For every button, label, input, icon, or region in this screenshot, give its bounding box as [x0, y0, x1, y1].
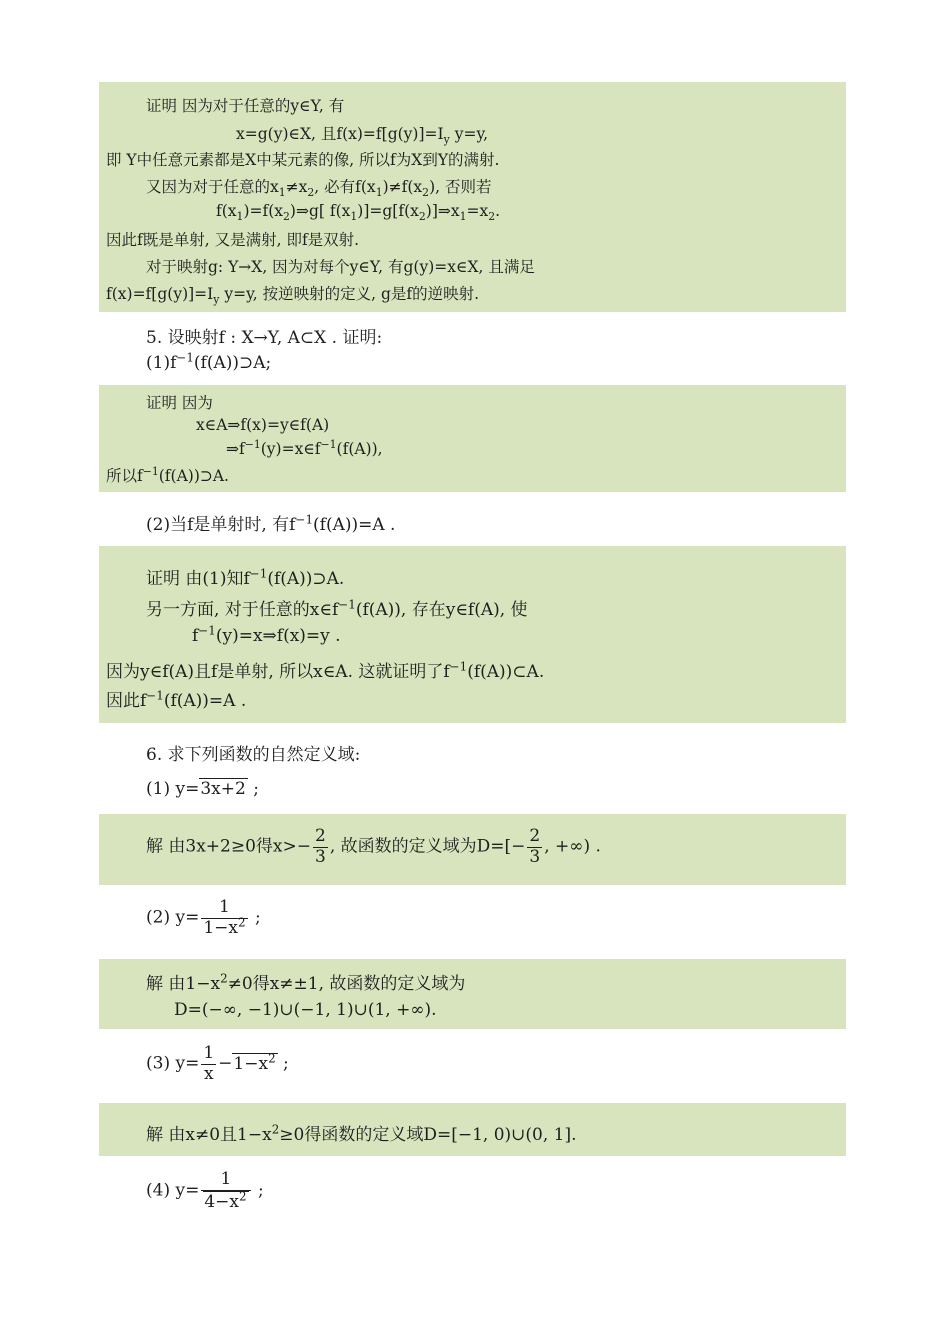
question-6-part-3: (3) y= $\frac{1}{x}$ $-1-x^2$ ; — [146, 1043, 289, 1084]
proof-line: 即 Y中任意元素都是X中某元素的像, 所以f为X到Y的满射. — [106, 151, 500, 169]
proof-line: 所以$f^{-1}(f(A))⊃A$. — [106, 464, 229, 485]
proof-line: $f(x)=f[g(y)]=I_y$ y=y, 按逆映射的定义, g是f的逆映射. — [106, 285, 480, 307]
proof-line: 证明 因为对于任意的y∈Y, 有 — [146, 97, 345, 115]
proof-line: 又因为对于任意的$x_1\ne x_2$, 必有$f(x_1)\ne f(x_2)$, 否则若 — [146, 178, 492, 200]
question-5-part-2: (2)当f是单射时, 有$f^{-1}(f(A))=A$ . — [146, 512, 396, 535]
proof-line: 因为y∈f(A)且f是单射, 所以x∈A. 这就证明了$f^{-1}(f(A))\subset A$. — [106, 659, 545, 682]
proof-line: 证明 因为 — [146, 394, 213, 412]
solution-formula: D=(−∞, −1)∪(−1, 1)∪(1, +∞). — [174, 1000, 437, 1020]
solution-line: 解 由x≠0且$1-x^2\ge 0$得函数的定义域D=[−1, 0)∪(0, 1]. — [146, 1122, 577, 1145]
proof-line: 证明 由(1)知$f^{-1}(f(A))⊃A$. — [146, 566, 345, 589]
solution-box-6-3 — [99, 1103, 846, 1156]
proof-formula: $f(x_1)=f(x_2)\Rightarrow g$[ $f(x_1)]=g[f(x_2)]\Rightarrow x_1=x_2$. — [216, 202, 501, 224]
proof-formula: x∈A⇒f(x)=y∈f(A) — [196, 416, 330, 434]
question-5-part-1: $(1)f^{-1}(f(A))⊃A$; — [146, 350, 272, 373]
question-6-title: 6. 求下列函数的自然定义域: — [146, 745, 361, 765]
proof-line: 因此f既是单射, 又是满射, 即f是双射. — [106, 231, 360, 249]
proof-formula: $\Rightarrow f^{-1}(y)=x\in f^{-1}(f(A))$, — [226, 437, 383, 458]
proof-box-5-1 — [99, 385, 846, 492]
proof-line: 对于映射g: Y→X, 因为对每个y∈Y, 有g(y)=x∈X, 且满足 — [146, 258, 535, 276]
question-5-title: 5. 设映射f : X→Y, A⊂X . 证明: — [146, 328, 383, 348]
solution-line: 解 由3x+2≥0得x>− $\frac{2}{3}$ , 故函数的定义域为D=[− $\frac{2}{3}$ , +∞) . — [146, 826, 601, 867]
proof-formula: x=g(y)∈X, 且$f(x)=f[g(y)]=I_y$ y=y, — [236, 125, 489, 147]
proof-formula: $f^{-1}(y)=x\Rightarrow f(x)=y$ . — [192, 623, 341, 646]
question-6-part-1: (1) y=3x+2 ; — [146, 779, 259, 799]
proof-line: 另一方面, 对于任意的$x\in f^{-1}(f(A))$, 存在y∈f(A), 使 — [146, 597, 528, 620]
solution-line: 解 由$1-x^2\ne 0$得x≠±1, 故函数的定义域为 — [146, 971, 466, 994]
proof-line: 因此$f^{-1}(f(A))=A$ . — [106, 688, 247, 711]
proof-box-5-2 — [99, 546, 846, 723]
question-6-part-4: (4) y= $\frac{1}{4-x^2}$ ; — [146, 1169, 264, 1212]
solution-box-6-1 — [99, 814, 846, 885]
proof-box-bijection — [99, 82, 846, 312]
solution-box-6-2 — [99, 959, 846, 1029]
question-6-part-2: (2) y= $\frac{1}{1-x^2}$ ; — [146, 897, 261, 938]
